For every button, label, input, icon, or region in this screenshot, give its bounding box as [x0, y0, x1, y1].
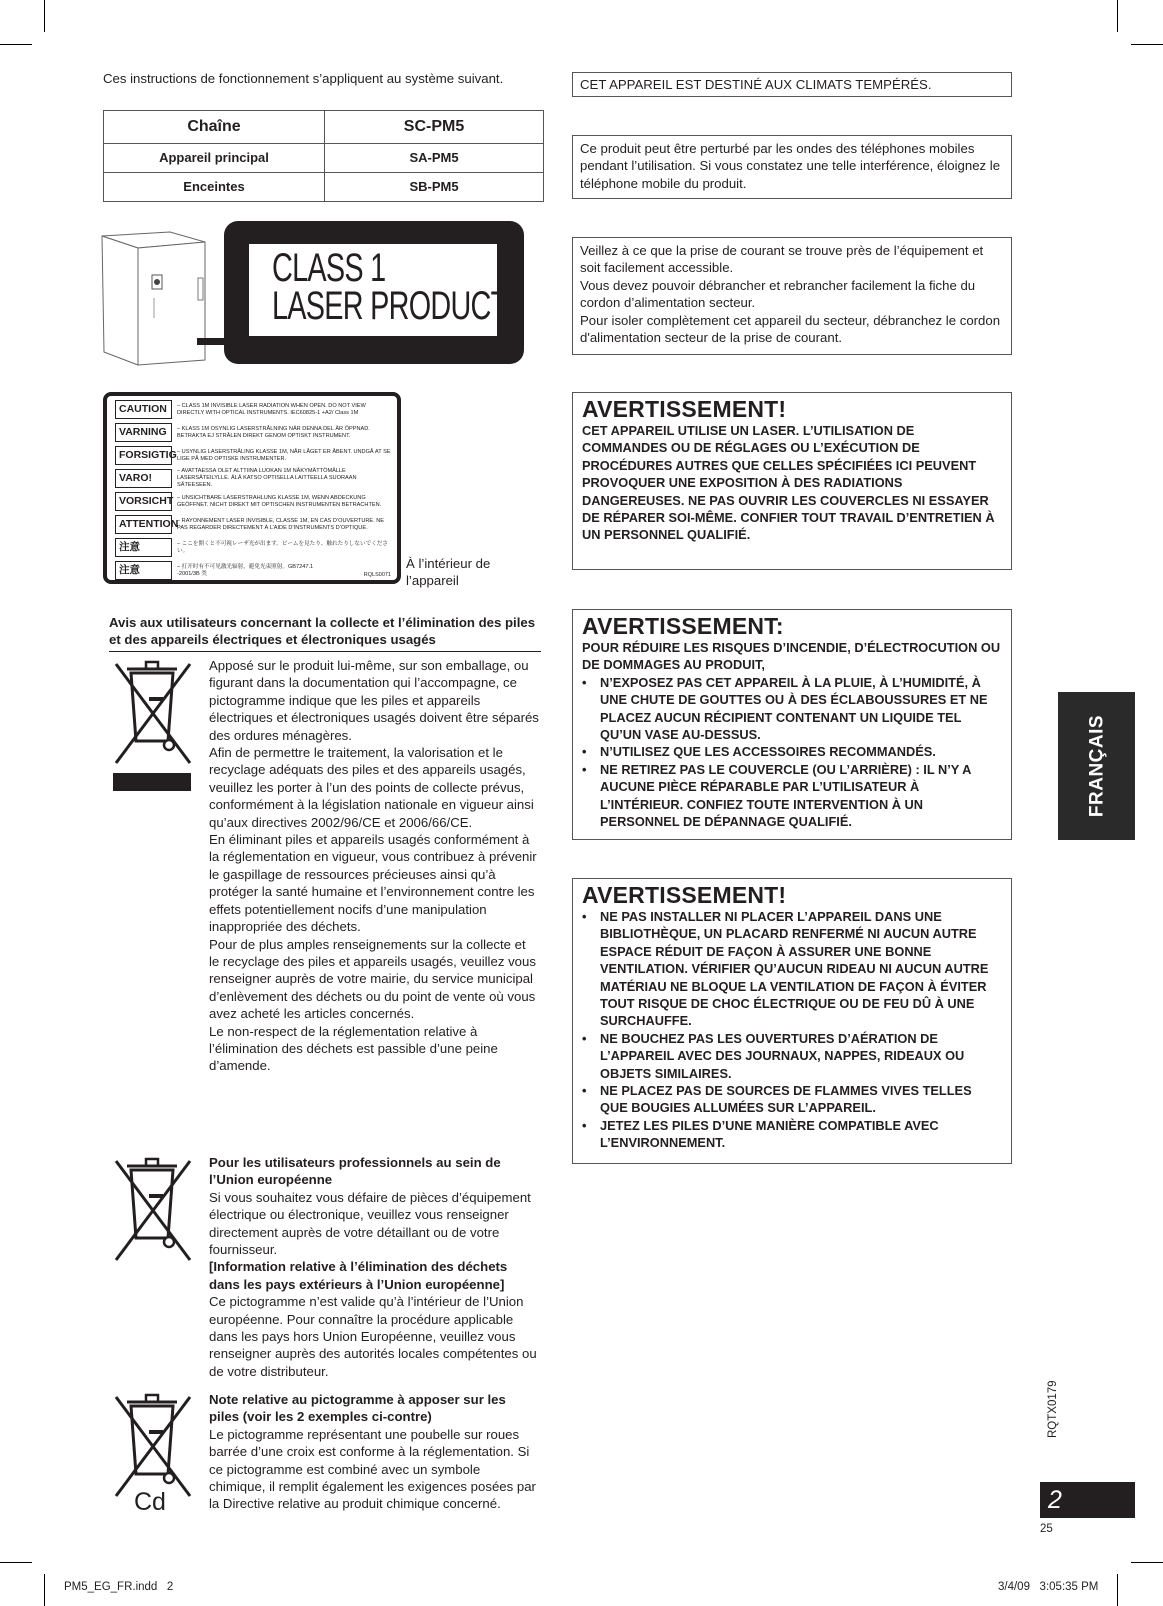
warning-item: • NE PLACEZ PAS DE SOURCES DE FLAMMES VIVES TELLES QUE BOUGIES ALLUMÉES SUR L’APPAREIL. — [582, 1083, 972, 1116]
cd-symbol: Cd — [134, 1488, 166, 1516]
mobile-notice: Ce produit peut être perturbé par les ondes des téléphones mobiles pendant l’utilisation. Si vous constatez une telle interférence, éloignez le téléphone mobile du produit. — [580, 141, 1001, 191]
label-tag: FORSIGTIG — [115, 446, 172, 465]
outside-eu-title: [Information relative à l’élimination des déchets dans les pays extérieurs à l’Union européenne] — [209, 1259, 508, 1292]
label-row — [115, 560, 337, 581]
battery-note-text: Le pictogramme représentant une poubelle sur roues barrée d’une croix est conforme à la réglementation. Si ce pictogramme est combiné avec un symbole chimique, il remplit également les exigences posées par la Directive relative au produit chimique concerné. — [209, 1426, 536, 1512]
table-row — [104, 173, 544, 202]
label-text: – UNSICHTBARE LASERSTRAHLUNG KLASSE 1M, WENN ABDECKUNG GEÖFFNET. NICHT DIREKT MIT OPTISCHEN INSTRUMENTEN BETRACHTEN. — [177, 494, 382, 508]
table-cell: SA-PM5 — [325, 144, 544, 173]
warning-item-text: N’UTILISEZ QUE LES ACCESSOIRES RECOMMANDÉS. — [600, 744, 936, 760]
label-text: – ここを開くと不可視レーザ光が出ます。ビームを見たり、触れたりしないでください。 — [177, 540, 388, 554]
warning-title: AVERTISSEMENT! — [582, 396, 787, 422]
label-code: RQLS0071 — [363, 572, 391, 578]
warning-title: AVERTISSEMENT! — [582, 882, 787, 908]
label-row — [115, 445, 392, 466]
table-cell: Enceintes — [104, 173, 325, 202]
label-tag: VARO! — [115, 469, 172, 488]
table-cell: SB-PM5 — [325, 173, 544, 202]
table-header-row — [104, 111, 544, 144]
table-cell: Appareil principal — [104, 144, 325, 173]
disposal-battery-note — [209, 1391, 539, 1513]
outlet-notice-box — [572, 237, 1012, 355]
label-text: – AVATTAESSA OLET ALTTIINA LUOKAN 1M NÄKYMÄTTÖMÄLLE LASERSÄTEILYLLE. ÄLÄ KATSO OPTISELLA LAITTEELLA SUORAAN SÄTEESEEN. — [177, 468, 357, 488]
warning-intro: POUR RÉDUIRE LES RISQUES D’INCENDIE, D’ÉLECTROCUTION OU DE DOMMAGES AU PRODUIT, — [582, 640, 1001, 673]
disposal-heading: Avis aux utilisateurs concernant la collecte et l’élimination des piles et des appareils électriques et électroniques usagés — [109, 614, 541, 652]
outlet-notice — [573, 238, 1011, 350]
warning-item: • NE PAS INSTALLER NI PLACER L’APPAREIL DANS UNE BIBLIOTHÈQUE, UN PLACARD RENFERMÉ NI AUCUN AUTRE ESPACE RÉDUIT DE FAÇON À ASSURER UNE BONNE VENTILATION. VÉRIFIER QU’AUCUN RIDEAU NI AUCUN AUTRE MATÉRIAU NE BLOQUE LA VENTILATION DE FAÇON À ÉVITER TOUT RISQUE DE CHOC ÉLECTRIQUE OU DE FEU DÛ À UNE SURCHAUFFE. — [582, 909, 989, 1029]
disposal-paragraph: Afin de permettre le traitement, la valorisation et le recyclage adéquats des piles et des appareils usagés, veuillez les porter à l’un des points de collecte prévus, conformément à la législation nationale en vigueur ainsi qu’aux directives 2002/96/CE et 2006/66/CE. — [209, 745, 534, 830]
label-tag: VARNING — [115, 423, 172, 442]
multilingual-laser-warning-label — [103, 392, 401, 584]
laser-class-line2: LASER PRODUCT — [272, 284, 508, 328]
disposal-paragraph: Pour de plus amples renseignements sur la collecte et le recyclage des piles et appareils usagés, veuillez vous renseigner auprès de votre mairie, du service municipal d’enlèvement des déchets ou du point de vente où vous avez acheté les articles concernés. — [209, 936, 536, 1022]
laser-label-panel — [249, 244, 508, 336]
footer-timestamp: 3/4/09 3:05:35 PM — [998, 1581, 1099, 1593]
warning-item-text: NE PLACEZ PAS DE SOURCES DE FLAMMES VIVES TELLES QUE BOUGIES ALLUMÉES SUR L’APPAREIL. — [600, 1083, 972, 1116]
label-row — [115, 537, 392, 558]
pro-users-title: Pour les utilisateurs professionnels au sein de l’Union européenne — [209, 1155, 501, 1188]
crossed-bin-icon — [113, 1156, 193, 1264]
label-row — [115, 514, 392, 535]
label-row — [115, 422, 392, 443]
label-tag: ATTENTION — [115, 515, 172, 534]
label-row — [115, 491, 392, 512]
outlet-paragraph: Veillez à ce que la prise de courant se trouve près de l’équipement et soit facilement accessible. — [580, 243, 984, 276]
language-tab-label: FRANÇAIS — [1085, 714, 1107, 818]
disposal-paragraph: Apposé sur le produit lui-même, sur son emballage, ou figurant dans la documentation qui l’accompagne, ce pictogramme indique que les piles et appareils électriques et électroniques usagés doivent être séparés des ordures ménagères. — [209, 658, 539, 743]
disposal-paragraph: En éliminant piles et appareils usagés conformément à la réglementation en vigueur, vous contribuez à prévenir le gaspillage de ressources précieuses ainsi qu’à protéger la santé humaine et l’environnement contre les effets potentiellement nocifs d’une manipulation inappropriée des déchets. — [209, 832, 537, 935]
label-tag: 注意 — [115, 561, 172, 580]
label-tag: CAUTION — [115, 400, 172, 419]
warning-item: • NE BOUCHEZ PAS LES OUVERTURES D’AÉRATION DE L’APPAREIL AVEC DES JOURNAUX, NAPPES, RIDEAUX OU OBJETS SIMILAIRES. — [582, 1030, 965, 1081]
warning-item: • NE RETIREZ PAS LE COUVERCLE (OU L’ARRIÈRE) : IL N’Y A AUCUNE PIÈCE RÉPARABLE PAR L’UTILISATEUR À L’INTÉRIEUR. CONFIEZ TOUTE INTERVENTION À UN PERSONNEL DE DÉPANNAGE QUALIFIÉ. — [582, 761, 971, 830]
warning-item-text: NE BOUCHEZ PAS LES OUVERTURES D’AÉRATION DE L’APPAREIL AVEC DES JOURNAUX, NAPPES, RIDEAUX OU OBJETS SIMILAIRES. — [600, 1030, 965, 1081]
page-number: 25 — [1040, 1523, 1053, 1535]
label-row — [115, 468, 392, 489]
footer-filename: PM5_EG_FR.indd 2 — [64, 1581, 174, 1593]
warning-item: • N’EXPOSEZ PAS CET APPAREIL À LA PLUIE, À L’HUMIDITÉ, À UNE CHUTE DE GOUTTES OU À DES ÉCLABOUSSURES ET NE PLACEZ AUCUN RÉCIPIENT CONTENANT UN LIQUIDE TEL QU’UN VASE AU-DESSUS. — [582, 674, 988, 743]
disposal-paragraph: Le non-respect de la réglementation relative à l’élimination des déchets est passible d’une peine d’amende. — [209, 1023, 498, 1074]
warning-body: CET APPAREIL UTILISE UN LASER. L’UTILISATION DE COMMANDES OU DE RÉGLAGES OU L’EXÉCUTION DE PROCÉDURES AUTRES QUE CELLES SPÉCIFIÉES ICI PEUVENT PROVOQUER UNE EXPOSITION À DES RADIATIONS DANGEREUSES. NE PAS OUVRIR LES COUVERCLES NI ESSAYER DE RÉPARER SOI-MÊME. CONFIER TOUT TRAVAIL D’ENTRETIEN À UN PERSONNEL QUALIFIÉ. — [582, 423, 995, 543]
ventilation-warning-box — [572, 878, 1012, 1164]
crossed-bin-icon — [113, 1392, 193, 1500]
disposal-general-text — [209, 657, 539, 1075]
label-text: – USYNLIG LASERSTRÅLING KLASSE 1M, NÅR LÅGET ER ÅBENT. UNDGÅ AT SE LIGE PÅ MED OPTISKE INSTRUMENTER. — [177, 448, 391, 462]
pro-users-text: Si vous souhaitez vous défaire de pièces d’équipement électrique ou électronique, veuillez vous renseigner directement auprès de votre détaillant ou de votre fournisseur. — [209, 1189, 531, 1258]
disposal-professional-text — [209, 1154, 539, 1380]
page-badge-number: 2 — [1048, 1486, 1062, 1514]
laser-warning-box — [572, 392, 1012, 570]
outlet-paragraph: Pour isoler complètement cet appareil du secteur, débranchez le cordon d'alimentation secteur de la prise de courant. — [580, 312, 1001, 346]
warning-item-text: NE PAS INSTALLER NI PLACER L’APPAREIL DANS UNE BIBLIOTHÈQUE, UN PLACARD RENFERMÉ NI AUCUN AUTRE ESPACE RÉDUIT DE FAÇON À ASSURER UNE BONNE VENTILATION. VÉRIFIER QU’AUCUN RIDEAU NI AUCUN AUTRE MATÉRIAU NE BLOQUE LA VENTILATION DE FAÇON À ÉVITER TOUT RISQUE DE CHOC ÉLECTRIQUE OU DE FEU DÛ À UNE SURCHAUFFE. — [600, 909, 989, 1029]
battery-note-title: Note relative au pictogramme à apposer sur les piles (voir les 2 exemples ci-contre) — [209, 1392, 506, 1425]
climate-notice: CET APPAREIL EST DESTINÉ AUX CLIMATS TEMPÉRÉS. — [580, 77, 932, 92]
label-tag: VORSICHT — [115, 492, 172, 511]
label-tag: 注意 — [115, 538, 172, 557]
label-text: – 打开时有不可见激光辐射，避免光束照射。GB7247.1 -2001/3B 类 — [177, 563, 314, 577]
outlet-paragraph: Vous devez pouvoir débrancher et rebrancher facilement la fiche du cordon d’alimentation secteur. — [580, 277, 976, 311]
language-tab — [1058, 692, 1135, 840]
warning-item-text: N’EXPOSEZ PAS CET APPAREIL À LA PLUIE, À L’HUMIDITÉ, À UNE CHUTE DE GOUTTES OU À DES ÉCLABOUSSURES ET NE PLACEZ AUCUN RÉCIPIENT CONTENANT UN LIQUIDE TEL QU’UN VASE AU-DESSUS. — [600, 674, 988, 743]
table-header-cell: Chaîne — [104, 111, 325, 144]
warning-item: • JETEZ LES PILES D’UNE MANIÈRE COMPATIBLE AVEC L’ENVIRONNEMENT. — [582, 1117, 939, 1151]
laser-class-line1: CLASS 1 — [272, 246, 386, 290]
label-connector — [197, 338, 227, 345]
warning-item: • N’UTILISEZ QUE LES ACCESSOIRES RECOMMANDÉS. — [582, 744, 936, 760]
table-header-cell: SC-PM5 — [325, 111, 544, 144]
intro-text: Ces instructions de fonctionnement s’appliquent au système suivant. — [103, 71, 504, 86]
climate-notice-box — [572, 72, 1012, 97]
table-row — [104, 144, 544, 173]
label-text: – CLASS 1M INVISIBLE LASER RADIATION WHEN OPEN. DO NOT VIEW DIRECTLY WITH OPTICAL INSTRUMENTS. IEC60825-1 +A2/ Class 1M — [177, 402, 366, 416]
warning-item-text: JETEZ LES PILES D’UNE MANIÈRE COMPATIBLE AVEC L’ENVIRONNEMENT. — [600, 1117, 939, 1151]
label-text: – RAYONNEMENT LASER INVISIBLE, CLASSE 1M, EN CAS D’OUVERTURE. NE PAS REGARDER DIRECTEMENT À L’AIDE D’INSTRUMENTS D’OPTIQUE. — [177, 517, 385, 531]
label-caption: À l’intérieur de l’appareil — [406, 556, 491, 589]
doc-code: RQTX0179 — [1047, 1380, 1059, 1438]
warning-title: AVERTISSEMENT: — [582, 613, 784, 639]
label-text: – KLASS 1M OSYNLIG LASERSTRÅLNING NÄR DENNA DEL ÄR ÖPPNAD. BETRAKTA EJ STRÅLEN DIREKT GENOM OPTISKT INSTRUMENT. — [177, 425, 370, 439]
outside-eu-text: Ce pictogramme n’est valide qu’à l’intérieur de l’Union européenne. Pour connaître la procédure applicable dans les pays hors Union Européenne, veuillez vous renseigner auprès des autorités locales compétentes ou de votre distributeur. — [209, 1294, 537, 1379]
crossed-bin-icon — [113, 659, 193, 793]
device-illustration — [100, 228, 215, 368]
warning-item-text: NE RETIREZ PAS LE COUVERCLE (OU L’ARRIÈRE) : IL N’Y A AUCUNE PIÈCE RÉPARABLE PAR L’UTILISATEUR À L’INTÉRIEUR. CONFIEZ TOUTE INTERVENTION À UN PERSONNEL DE DÉPANNAGE QUALIFIÉ. — [600, 761, 971, 830]
page-badge — [1040, 1482, 1135, 1518]
product-table — [103, 110, 544, 202]
mobile-notice-box — [572, 135, 1012, 199]
label-row — [115, 399, 392, 420]
fire-warning-box — [572, 609, 1012, 840]
